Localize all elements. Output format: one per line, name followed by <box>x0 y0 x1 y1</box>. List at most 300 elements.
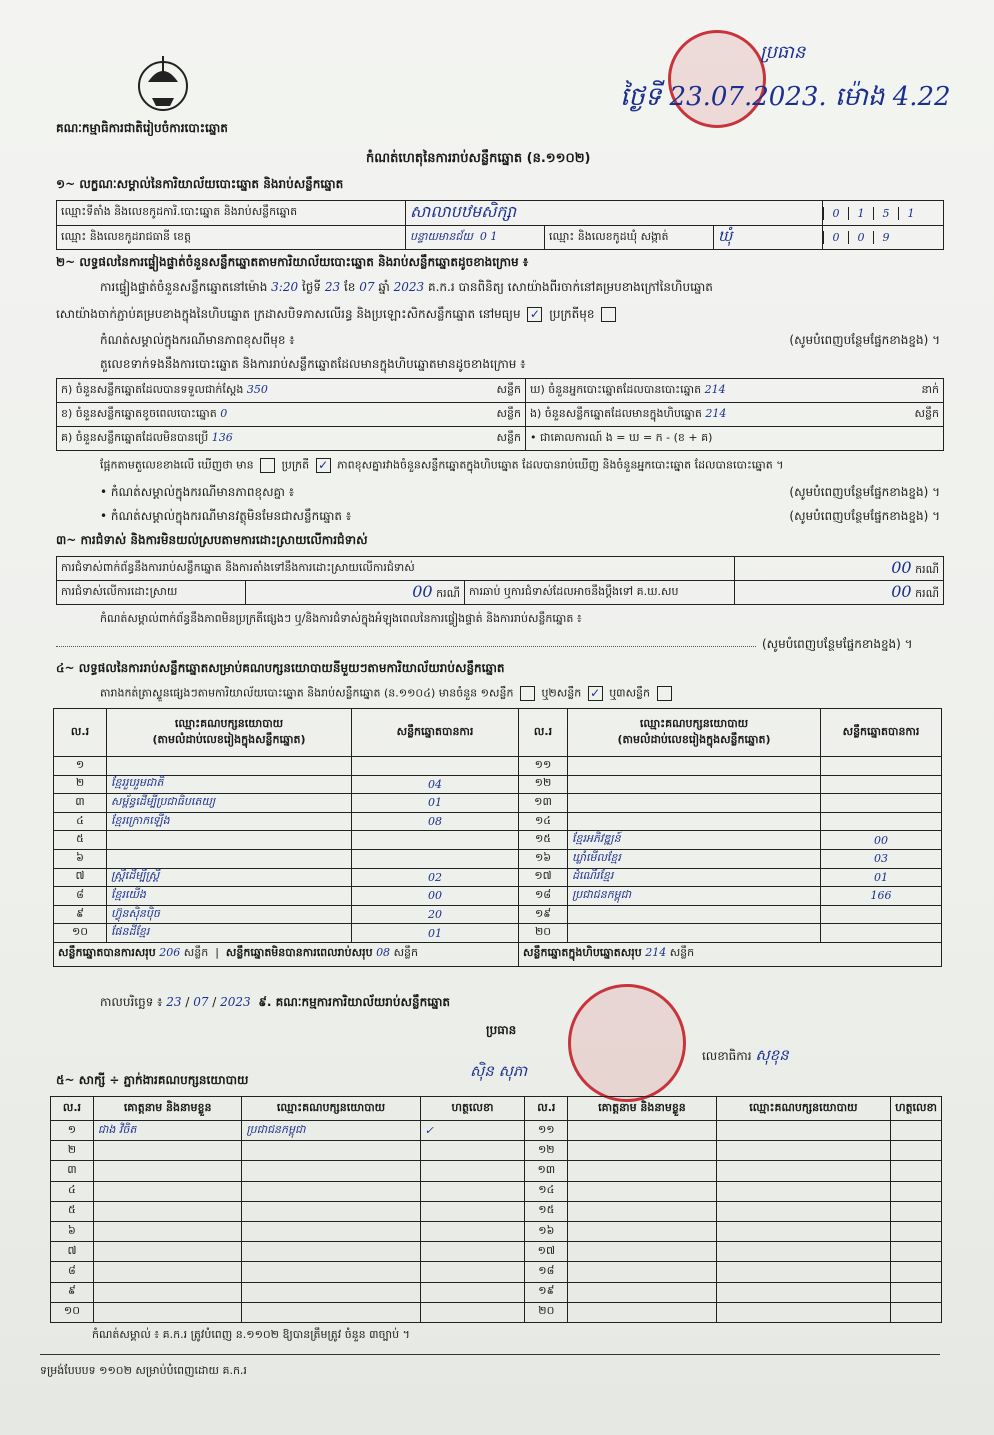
figure-e-label: ង) ចំនួនសន្លឹកឆ្នោតដែលមានក្នុងហិបឆ្នោត <box>530 406 702 420</box>
witness-no: ៥ <box>51 1201 94 1221</box>
date-year: 2023 <box>220 995 251 1009</box>
figure-b-label: ខ) ចំនួនសន្លឹកឆ្នោតខូចពេលបោះឆ្នោត <box>61 406 217 420</box>
witness-no: ២០ <box>525 1302 568 1322</box>
table-row <box>51 1282 942 1302</box>
date-line: កាលបរិច្ឆេទ ៖ 23 / 07 / 2023 ៩. គណៈកម្មការការិយាល័យរាប់សន្លឹកឆ្នោត <box>100 995 451 1009</box>
three-sheets-checkbox[interactable] <box>657 686 672 701</box>
witness-no: ១៩ <box>525 1282 568 1302</box>
location-value: សាលាបឋមសិក្សា <box>406 201 823 226</box>
col-party-sub-2: (តាមលំដាប់លេខរៀងក្នុងសន្លឹកឆ្នោត) <box>617 732 771 746</box>
party-name <box>107 757 352 776</box>
table-row <box>51 1201 942 1221</box>
party-votes <box>352 849 519 868</box>
table-row <box>54 812 942 831</box>
complaint-row1-label: ការជំទាស់ពាក់ព័ន្ធនឹងការរាប់សន្លឹកឆ្នោត និងការតាំងទៅនឹងការដោះស្រាយលើការជំទាស់ <box>57 557 735 581</box>
abnormal-note-label: កំណត់សម្គាល់ក្នុងករណីមានភាពខុសពីមុខ ៖ <box>100 333 295 347</box>
form-note: ទម្រង់បែបបទ ១១០២ សម្រាប់បំពេញដោយ គ.ក.រ <box>40 1364 247 1377</box>
witness-party <box>716 1141 890 1161</box>
col-no: ល.រ <box>54 709 107 757</box>
witness-col-party-2: ឈ្មោះគណបក្សនយោបាយ <box>716 1097 890 1121</box>
party-no: ១៣ <box>519 794 568 813</box>
party-votes: 00 <box>821 831 942 850</box>
difference-intro: ផ្អែកតាមតួលេខខាងលើ ឃើញថា មាន <box>100 458 254 472</box>
difference-note-label: • កំណត់សម្គាល់ក្នុងករណីមានភាពខុសគ្នា ៖ <box>100 485 295 499</box>
complaints-table <box>56 556 944 605</box>
party-votes: 01 <box>352 794 519 813</box>
total-in-box <box>519 942 942 966</box>
difference-normal-label: ប្រក្រតី <box>281 458 310 472</box>
table-row <box>54 924 942 943</box>
tally-sheet-line <box>100 686 675 703</box>
fill-hint-3: (សូមបំពេញបន្ថែមផ្នែកខាងខ្នង) ។ <box>789 509 940 523</box>
party-name: ប្រជាជនកម្ពុជា <box>568 887 821 906</box>
complaint-row2-label2: ការឆាប់ ឬការជំទាស់ដែលអាចនឹងប្ដឹងទៅ គ.ឃ.សប <box>465 581 735 605</box>
form-title: កំណត់ហេតុនៃការរាប់សន្លឹកឆ្នោត (ន.១១០២) <box>366 151 591 166</box>
seal-description: សោយ៉ាងចាក់ភ្ជាប់គម្របខាងក្នុងនៃហិបឆ្នោត ក្រដាសបិទភាសលើរន្ធ និងប្រឡោះសិកសន្លឹកឆ្នោត នៅមធ្យម <box>56 307 521 321</box>
secretary-signature: សុខុន <box>755 1046 789 1064</box>
witness-col-name-2: គោត្តនាម និងនាមខ្លួន <box>568 1097 716 1121</box>
figure-e-value: 214 <box>705 406 727 420</box>
figure-e-unit: សន្លឹក <box>914 406 939 420</box>
party-no: ៧ <box>54 868 107 887</box>
verification-tail: គ.ក.រ បានពិនិត្យ សោយ៉ាងពីរចាក់នៅគម្របខាងក្រៅនៃហិបឆ្នោត <box>427 280 713 294</box>
witness-no: ១៥ <box>525 1201 568 1221</box>
figure-a-label: ក) ចំនួនសន្លឹកឆ្នោតដែលបានទទួលជាក់ស្តែង <box>61 382 244 396</box>
total-invalid-label: សន្លឹកឆ្នោតមិនបានការពេលរាប់សរុប <box>225 946 373 960</box>
witness-name <box>568 1181 716 1201</box>
party-name <box>568 794 821 813</box>
witness-name <box>93 1262 241 1282</box>
location-code-digit: 5 <box>873 207 898 220</box>
has-difference-checkbox[interactable] <box>260 458 275 473</box>
section4-heading: ៤~ លទ្ធផលនៃការរាប់សន្លឹកឆ្នោតសម្រាប់គណបក្សនយោបាយនីមួយៗតាមការិយាល័យរាប់សន្លឹកឆ្នោត <box>56 661 505 675</box>
total-invalid-unit: សន្លឹក <box>393 946 419 960</box>
party-votes <box>821 812 942 831</box>
party-name <box>568 905 821 924</box>
party-votes <box>821 775 942 794</box>
irregularity-note: កំណត់សម្គាល់ពាក់ព័ន្ធនឹងភាពមិនប្រក្រតីផ្សេងៗ ឬ/និងការជំទាស់ក្នុងអំឡុងពេលនៃការផ្ទៀងផ្ទាត់ និងការរាប់សន្លឹកឆ្នោត ៖ <box>100 612 582 625</box>
witness-col-sign-2: ហត្ថលេខា <box>891 1097 942 1121</box>
party-no: ៣ <box>54 794 107 813</box>
party-name <box>568 924 821 943</box>
witness-signature <box>420 1161 525 1181</box>
table-intro: តួលេខទាក់ទងនឹងការបោះឆ្នោត និងការរាប់សន្លឹកឆ្នោតដែលមានក្នុងហិបឆ្នោតមានដូចខាងក្រោម ៖ <box>100 357 526 371</box>
witness-name <box>568 1221 716 1241</box>
party-no: ៤ <box>54 812 107 831</box>
witness-signature <box>891 1181 942 1201</box>
witness-signature: ✓ <box>420 1121 525 1141</box>
col-party-title: ឈ្មោះគណបក្សនយោបាយ <box>174 716 284 730</box>
verification-time: 3:20 <box>271 280 299 294</box>
verification-line <box>100 279 713 297</box>
figure-a-unit: សន្លឹក <box>496 382 521 396</box>
verification-line2 <box>56 306 619 324</box>
party-no: ៨ <box>54 887 107 906</box>
section2-heading: ២~ លទ្ធផលនៃការផ្ទៀងផ្ទាត់ចំនួនសន្លឹកឆ្នោតតាមការិយាល័យបោះឆ្នោត និងរាប់សន្លឹកឆ្នោតដូចខាងក្រោម ៖ <box>56 255 529 269</box>
difference-line <box>100 458 783 475</box>
date-month: 07 <box>193 995 209 1009</box>
party-votes <box>821 794 942 813</box>
footer-note: កំណត់សម្គាល់ ៖ គ.ក.រ ត្រូវបំពេញ ន.១១០២ ឱ្យបានត្រឹមត្រូវ ចំនួន ៣ច្បាប់ ។ <box>92 1328 410 1341</box>
province-code-digit: 0 <box>479 229 487 243</box>
witness-name <box>93 1302 241 1322</box>
province-name: បន្ទាយមានជ័យ <box>410 229 473 243</box>
witness-party <box>242 1262 420 1282</box>
party-name: ដំណើរខ្មែរ <box>568 868 821 887</box>
col-party-2 <box>568 709 821 757</box>
year-label: ឆ្នាំ <box>378 280 390 294</box>
tally-sheet-intro: តារាងកត់ត្រាស្ទួនផ្សេងៗតាមការិយាល័យបោះឆ្នោត និងរាប់សន្លឹកឆ្នោត (ន.១១០៤) មានចំនួន ១សន្លឹក <box>100 686 514 700</box>
chair-label: ប្រធាន <box>486 1023 517 1037</box>
complaint-row1-value: 00 <box>891 558 912 577</box>
day-label: ថ្ងៃទី <box>301 280 321 294</box>
province-value <box>406 226 545 250</box>
party-no: ២ <box>54 775 107 794</box>
party-name: ឃ្លាំមើលខ្មែរ <box>568 849 821 868</box>
party-name <box>568 775 821 794</box>
non-ballot-note-label: • កំណត់សម្គាល់ក្នុងករណីមានវត្ថុមិនមែនជាសន្លឹកឆ្នោត ៖ <box>100 509 352 523</box>
province-label-text: ឈ្មោះ និងលេខកូដរាជធានី ខេត្ត <box>61 229 191 243</box>
witness-party <box>716 1201 890 1221</box>
fill-hint-4: (សូមបំពេញបន្ថែមផ្នែកខាងខ្នង) ។ <box>762 637 913 651</box>
ballot-figures-table <box>56 378 944 451</box>
col-party <box>107 709 352 757</box>
province-label <box>57 226 406 250</box>
non-ballot-note <box>100 508 940 526</box>
witness-col-no-2: ល.រ <box>525 1097 568 1121</box>
province-code-digit: 1 <box>490 229 498 243</box>
party-votes: 04 <box>352 775 519 794</box>
commune-code-digit: 0 <box>823 231 848 244</box>
witness-name <box>93 1141 241 1161</box>
table-row <box>54 905 942 924</box>
party-results-table <box>53 708 942 967</box>
nec-emblem-icon <box>132 52 194 114</box>
party-no: ៩ <box>54 905 107 924</box>
commune-label: ឈ្មោះ និងលេខកូដឃុំ សង្កាត់ <box>545 226 714 250</box>
irregularity-note-line <box>56 646 756 647</box>
col-votes-2: សន្លឹកឆ្នោតបានការ <box>821 709 942 757</box>
witness-signature <box>891 1161 942 1181</box>
table-row <box>51 1121 942 1141</box>
party-name: សម្ព័ន្ធដើម្បីប្រជាធិបតេយ្យ <box>107 794 352 813</box>
party-no: ២០ <box>519 924 568 943</box>
total-in-box-value: 214 <box>645 946 667 960</box>
figure-d-unit: នាក់ <box>921 382 939 396</box>
party-votes <box>821 924 942 943</box>
witness-name <box>568 1161 716 1181</box>
witness-name: ជាង វិចិត <box>93 1121 241 1141</box>
complaint-row1-unit: ករណី <box>915 563 939 576</box>
figure-c-unit: សន្លឹក <box>496 430 521 444</box>
party-votes: 00 <box>352 887 519 906</box>
witness-no: ១ <box>51 1121 94 1141</box>
party-no: ៥ <box>54 831 107 850</box>
party-name: ហ៊្វុនស៊ិនប៉ិច <box>107 905 352 924</box>
date-label: កាលបរិច្ឆេទ ៖ <box>100 995 163 1009</box>
table-row <box>54 794 942 813</box>
witness-no: ៦ <box>51 1221 94 1241</box>
witness-name <box>93 1161 241 1181</box>
witness-party <box>242 1282 420 1302</box>
section1-table <box>56 200 944 250</box>
col-party-sub: (តាមលំដាប់លេខរៀងក្នុងសន្លឹកឆ្នោត) <box>152 732 306 746</box>
witness-party <box>716 1221 890 1241</box>
date-day: 23 <box>166 995 182 1009</box>
complaint-row2-label: ការជំទាស់លើការដោះស្រាយ <box>57 581 246 605</box>
total-valid-unit: សន្លឹក <box>183 946 209 960</box>
verification-intro: ការផ្ទៀងផ្ទាត់ចំនួនសន្លឹកឆ្នោតនៅម៉ោង <box>100 280 268 294</box>
witness-signature <box>420 1221 525 1241</box>
col-party-title-2: ឈ្មោះគណបក្សនយោបាយ <box>639 716 749 730</box>
party-no: ៦ <box>54 849 107 868</box>
fill-hint-2: (សូមបំពេញបន្ថែមផ្នែកខាងខ្នង) ។ <box>789 485 940 499</box>
party-votes: 166 <box>821 887 942 906</box>
witness-no: ៣ <box>51 1161 94 1181</box>
complaint-row2-value: 00 <box>412 582 433 601</box>
official-stamp-bottom <box>568 984 686 1102</box>
witness-party <box>716 1282 890 1302</box>
party-votes <box>352 831 519 850</box>
witness-name <box>568 1282 716 1302</box>
witness-name <box>568 1302 716 1322</box>
three-sheets-label: ឬ៣សន្លឹក <box>609 686 651 700</box>
table-row <box>51 1141 942 1161</box>
witness-name <box>93 1181 241 1201</box>
party-votes: 01 <box>352 924 519 943</box>
witness-signature <box>420 1262 525 1282</box>
figure-c-label: គ) ចំនួនសន្លឹកឆ្នោតដែលមិនបានប្រើ <box>61 430 209 444</box>
witness-col-name: គោត្តនាម និងនាមខ្លួន <box>93 1097 241 1121</box>
section1-heading: ១~ លក្ខណៈសម្គាល់នៃការិយាល័យបោះឆ្នោត និងរាប់សន្លឹកឆ្នោត <box>56 177 344 191</box>
table-row <box>54 849 942 868</box>
committee-label: ៩. គណៈកម្មការការិយាល័យរាប់សន្លឹកឆ្នោត <box>258 995 451 1009</box>
party-no: ១០ <box>54 924 107 943</box>
abnormal-note-line <box>100 332 940 350</box>
witness-no: ៨ <box>51 1262 94 1282</box>
total-in-box-label: សន្លឹកឆ្នោតក្នុងហិបឆ្នោតសរុប <box>523 946 642 960</box>
witness-signature <box>891 1221 942 1241</box>
party-name <box>107 849 352 868</box>
table-row <box>54 775 942 794</box>
normal-label: ប្រក្រតីមុខ <box>549 307 595 321</box>
no-difference-checkbox[interactable]: ✓ <box>316 458 331 473</box>
col-votes: សន្លឹកឆ្នោតបានការ <box>352 709 519 757</box>
verification-month: 07 <box>359 280 375 294</box>
col-no-2: ល.រ <box>519 709 568 757</box>
witness-party <box>242 1242 420 1262</box>
witness-party <box>242 1181 420 1201</box>
party-no: ១៤ <box>519 812 568 831</box>
figure-c-value: 136 <box>211 430 233 444</box>
witness-signature <box>420 1201 525 1221</box>
witness-name <box>568 1141 716 1161</box>
month-label: ខែ <box>343 280 356 294</box>
witness-party <box>242 1221 420 1241</box>
witness-no: ១៤ <box>525 1181 568 1201</box>
witness-col-no: ល.រ <box>51 1097 94 1121</box>
witness-signature <box>891 1282 942 1302</box>
witness-signature <box>891 1121 942 1141</box>
party-votes: 03 <box>821 849 942 868</box>
location-code-digit: 1 <box>848 207 873 220</box>
party-votes: 08 <box>352 812 519 831</box>
figure-a-value: 350 <box>246 382 268 396</box>
witness-name <box>93 1282 241 1302</box>
witness-signature <box>420 1302 525 1322</box>
complaint-row2-unit2: ករណី <box>915 587 939 600</box>
difference-tail: ភាពខុសគ្នារវាងចំនួនសន្លឹកឆ្នោតក្នុងហិបឆ្នោត ដែលបានរាប់ឃើញ និងចំនួនអ្នកបោះឆ្នោត ដែលបានបោះឆ្នោត ។ <box>337 458 784 472</box>
secretary-line <box>702 1046 789 1068</box>
table-row <box>51 1221 942 1241</box>
table-row <box>51 1161 942 1181</box>
party-votes <box>821 757 942 776</box>
commune-code-digit: 0 <box>848 231 873 244</box>
total-valid: សន្លឹកឆ្នោតបានការសរុប 206 សន្លឹក | សន្លឹកឆ្នោតមិនបានការពេលរាប់សរុប 08 សន្លឹក <box>54 942 519 966</box>
witness-party <box>716 1302 890 1322</box>
figure-d-label: ឃ) ចំនួនអ្នកបោះឆ្នោតដែលបានបោះឆ្នោត <box>530 382 702 396</box>
witness-party <box>716 1262 890 1282</box>
section3-heading: ៣~ ការជំទាស់ និងការមិនយល់ស្របតាមការដោះស្រាយលើការជំទាស់ <box>56 533 368 547</box>
party-votes: 02 <box>352 868 519 887</box>
witness-table <box>50 1096 942 1323</box>
witness-no: ១០ <box>51 1302 94 1322</box>
witness-no: ១៦ <box>525 1221 568 1241</box>
table-row <box>54 831 942 850</box>
party-votes: 20 <box>352 905 519 924</box>
two-sheets-label: ឬ២សន្លឹក <box>541 686 582 700</box>
two-sheets-checkbox[interactable]: ✓ <box>588 686 603 701</box>
table-row <box>51 1302 942 1322</box>
table-row <box>54 887 942 906</box>
difference-note <box>100 484 940 502</box>
one-sheet-checkbox[interactable] <box>520 686 535 701</box>
fill-hint: (សូមបំពេញបន្ថែមផ្នែកខាងខ្នង) ។ <box>789 333 940 347</box>
top-handwritten-name: ប្រធាន <box>760 42 806 63</box>
party-name: ខ្មែររួបរួមជាតិ <box>107 775 352 794</box>
total-valid-label: សន្លឹកឆ្នោតបានការសរុប <box>58 946 156 960</box>
witness-name <box>93 1242 241 1262</box>
party-no: ១២ <box>519 775 568 794</box>
party-votes <box>821 905 942 924</box>
party-no: ១ <box>54 757 107 776</box>
formula-note: • ជាគោលការណ៍ ង = ឃ = ក - (ខ + គ) <box>530 430 713 444</box>
witness-party: ប្រជាជនកម្ពុជា <box>242 1121 420 1141</box>
witness-party <box>242 1302 420 1322</box>
party-name: ស្រ្តីដើម្បីស្ត្រី <box>107 868 352 887</box>
location-code <box>823 201 944 226</box>
total-valid-value: 206 <box>159 946 181 960</box>
commune-code-digit: 9 <box>873 231 898 244</box>
table-row <box>51 1242 942 1262</box>
table-row <box>51 1181 942 1201</box>
normal-checkbox[interactable]: ✓ <box>527 307 542 322</box>
commune-code <box>823 226 944 250</box>
party-no: ១៩ <box>519 905 568 924</box>
witness-party <box>716 1181 890 1201</box>
party-votes <box>352 757 519 776</box>
witness-rows <box>51 1121 942 1323</box>
witness-signature <box>891 1242 942 1262</box>
table-row <box>54 868 942 887</box>
section5-heading: ៥~ សាក្សី ÷ ភ្នាក់ងារគណបក្សនយោបាយ <box>56 1073 249 1087</box>
witness-party <box>716 1242 890 1262</box>
witness-name <box>568 1262 716 1282</box>
total-invalid-value: 08 <box>376 946 391 960</box>
witness-party <box>242 1161 420 1181</box>
witness-no: ២ <box>51 1141 94 1161</box>
verification-day: 23 <box>324 280 341 294</box>
party-name <box>568 812 821 831</box>
party-name: ខ្មែរយើង <box>107 887 352 906</box>
verification-year: 2023 <box>393 280 425 294</box>
received-time-note: ថ្ងៃទី 23.07.2023. ម៉ោង 4.22 <box>620 82 951 112</box>
party-name <box>568 757 821 776</box>
witness-name <box>568 1121 716 1141</box>
witness-no: ៧ <box>51 1242 94 1262</box>
witness-no: ១៣ <box>525 1161 568 1181</box>
party-name <box>107 831 352 850</box>
witness-party <box>716 1161 890 1181</box>
org-name: គណៈកម្មាធិការជាតិរៀបចំការបោះឆ្នោត <box>56 121 228 135</box>
figure-b-unit: សន្លឹក <box>496 406 521 420</box>
witness-signature <box>891 1302 942 1322</box>
complaint-row2-unit: ករណី <box>436 587 460 600</box>
figure-b-value: 0 <box>220 406 228 420</box>
figure-d-value: 214 <box>704 382 726 396</box>
witness-party <box>716 1121 890 1141</box>
witness-no: ១៧ <box>525 1242 568 1262</box>
location-code-digit: 0 <box>823 207 848 220</box>
party-name: ខ្មែរក្រោកឡើង <box>107 812 352 831</box>
witness-signature <box>420 1282 525 1302</box>
witness-signature <box>891 1262 942 1282</box>
witness-col-party: ឈ្មោះគណបក្សនយោបាយ <box>242 1097 420 1121</box>
witness-name <box>93 1221 241 1241</box>
witness-party <box>242 1201 420 1221</box>
total-in-box-unit: សន្លឹក <box>669 946 695 960</box>
party-no: ១៥ <box>519 831 568 850</box>
location-code-digit: 1 <box>898 207 923 220</box>
table-row <box>51 1262 942 1282</box>
party-votes: 01 <box>821 868 942 887</box>
witness-no: ១៨ <box>525 1262 568 1282</box>
witness-name <box>568 1242 716 1262</box>
table-row <box>54 757 942 776</box>
witness-no: ១២ <box>525 1141 568 1161</box>
party-no: ១៧ <box>519 868 568 887</box>
party-no: ១៦ <box>519 849 568 868</box>
witness-signature <box>891 1141 942 1161</box>
witness-signature <box>420 1181 525 1201</box>
complaint-row2-value2: 00 <box>891 582 912 601</box>
witness-signature <box>891 1201 942 1221</box>
witness-col-sign: ហត្ថលេខា <box>420 1097 525 1121</box>
witness-name <box>93 1201 241 1221</box>
witness-signature <box>420 1242 525 1262</box>
secretary-label: លេខាធិការ <box>702 1049 752 1063</box>
commune-value: ឃុំ <box>714 226 823 250</box>
party-name: ផែនដីខ្មែរ <box>107 924 352 943</box>
abnormal-checkbox[interactable] <box>601 307 616 322</box>
party-no: ១១ <box>519 757 568 776</box>
party-name: ខ្មែរអភិវឌ្ឍន៍ <box>568 831 821 850</box>
witness-no: ៩ <box>51 1282 94 1302</box>
witness-signature <box>420 1141 525 1161</box>
witness-no: ១១ <box>525 1121 568 1141</box>
witness-party <box>242 1141 420 1161</box>
chair-signature: ស៊ិន សុភា <box>470 1062 528 1080</box>
